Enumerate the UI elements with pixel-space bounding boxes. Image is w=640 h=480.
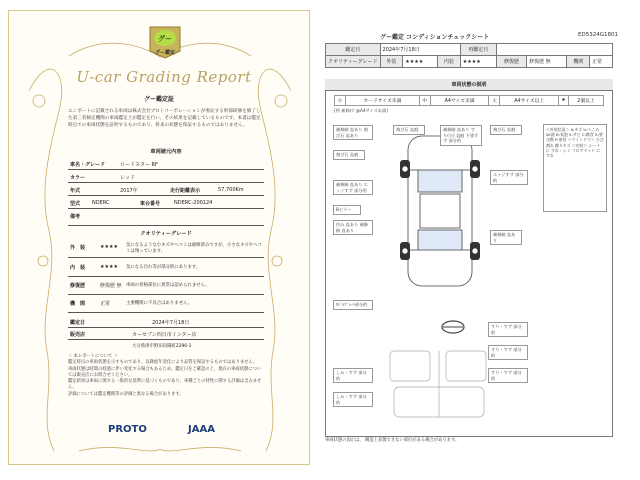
interior-stars: ★★★★ xyxy=(100,264,118,270)
size-cell: 中 xyxy=(419,96,430,106)
damage-note: 飛び石 直痕 xyxy=(490,125,522,135)
row-notes xyxy=(68,210,264,226)
size-cell: 小 xyxy=(335,96,346,106)
year-label: 年式 xyxy=(70,188,81,194)
exterior-stars: ★★★★ xyxy=(100,244,118,250)
certificate-subtitle: グー鑑定証 xyxy=(143,96,174,103)
size-note: [例 補修ｷｽﾞ@A4サイズ未満] xyxy=(334,108,388,113)
note-item: 車両状態は時間の経過に伴い変化する場合もあるため、鑑定日をご確認の上、現在の車両状態については販売店にお問合せください。 xyxy=(68,366,262,378)
color-value: レッド xyxy=(120,175,135,181)
year-value: 2017年 xyxy=(120,188,138,194)
badge-label: グー鑑定 xyxy=(154,50,175,56)
row-shop xyxy=(68,328,264,340)
header-row-date xyxy=(326,44,613,56)
cell-repair-label: 修復歴 xyxy=(496,56,526,68)
diagram-bottom-note: 車両状態の図示は、 構造上表現できない部位がある場合があります。 xyxy=(325,438,460,443)
model-value: NDERC xyxy=(92,200,110,206)
vehicle-notes-label: 備考 xyxy=(70,214,81,220)
quality-row-exterior xyxy=(68,241,264,258)
row-appraisal-date xyxy=(68,316,264,328)
size-cell: カードサイズ未満 xyxy=(346,96,420,106)
damage-note: すり・すず 部分的 xyxy=(488,322,528,337)
model-label: 型式 xyxy=(70,201,81,207)
damage-note: すり・すず 部分的 xyxy=(488,345,528,360)
damage-note: 飛び石 直痕 xyxy=(333,150,365,160)
damage-note: 補修跡 直あり すり(小) 直痕 下塗すず 部分的 xyxy=(440,125,482,146)
row-model-chassis xyxy=(68,197,264,209)
interior-label: 内 装 xyxy=(70,265,86,271)
vehicle-name-value: ロードスター RF xyxy=(120,162,158,168)
exterior-label: 外 装 xyxy=(70,245,86,251)
repair-comment: 車両の骨格部位に異常は認められません。 xyxy=(126,283,210,288)
jaaa-logo: JAAA xyxy=(188,424,215,435)
chassis-value: NDERC-200124 xyxy=(174,200,213,206)
cell-quality-label: クオリティーグレード xyxy=(326,56,381,68)
quality-row-repair xyxy=(68,279,264,295)
damage-note: 補修跡 直あり 飛び石 直あり xyxy=(333,125,373,140)
repair-value: 修復歴 無 xyxy=(100,283,122,289)
header-row-grades xyxy=(326,56,613,68)
size-cell: 2個以上 xyxy=(569,96,604,106)
damage-note: 補修跡 直あり エッジすず 部分的 xyxy=(333,180,373,195)
engine-label: 機 関 xyxy=(70,301,86,307)
cell-interior-label: 内装 xyxy=(438,56,461,68)
damage-note: 補修跡 直あり xyxy=(490,230,522,245)
damage-note: しみ・すず 部分的 xyxy=(333,368,373,383)
cell-engine-label: 機関 xyxy=(567,56,590,68)
damage-note: 飛び石 直痕 xyxy=(393,125,425,135)
legend-box: ＜外装状況＞ A:キズ U:へこみ W:波 B:気泡 S:サビ C:腐食 X:要交換 P:塗装 ＜ウインドウ＞ ひび割れ 擦りキズ ＜内装＞ シートに すれ・シミ フロアマット に すれ xyxy=(543,124,607,212)
engine-comment: 主要機関に不具合はありません。 xyxy=(126,301,193,306)
row-vehicle-name xyxy=(68,158,264,170)
cell-date-label: 鑑定日 xyxy=(326,44,381,56)
interior-comment: 気になる汚れ等が部分的にあります。 xyxy=(126,265,201,270)
size-cell: A4サイズ以上 xyxy=(500,96,559,106)
appraisal-date-label: 鑑定日 xyxy=(70,320,86,326)
size-cell: A4サイズ未満 xyxy=(430,96,489,106)
damage-note: ｻﾄﾞﾙﾌﾟﾚｰﾄ部分的 xyxy=(333,300,373,310)
steering-wheel-icon xyxy=(440,320,466,334)
cell-repair-value: 修復歴 無 xyxy=(527,56,567,68)
damage-note: Bピラー xyxy=(333,205,361,215)
repair-label: 修復歴 xyxy=(70,283,86,289)
shop-label: 販売店 xyxy=(70,332,86,338)
cell-exterior-label: 外装 xyxy=(380,56,403,68)
vehicle-section-title: 車両諸元内容 xyxy=(150,149,182,155)
cell-interior-stars: ★★★★ xyxy=(460,56,496,68)
note-item: 鑑定結果は車両に関する一般的な基準に基づくものであり、車種ごとの特性に関する評価は含みません。 xyxy=(68,379,262,391)
row-address xyxy=(68,340,264,352)
damage-note: エッジすず 部分的 xyxy=(490,170,528,185)
color-label: カラー xyxy=(70,175,86,181)
row-year-mileage xyxy=(68,184,264,196)
cell-redate-label: 再鑑定日 xyxy=(460,44,496,56)
mileage-label: 走行距離表示 xyxy=(170,188,201,194)
diagram-title: 車両状態の説明 xyxy=(325,79,613,91)
note-item: 評価については鑑定機関等の評価と異なる場合があります。 xyxy=(68,391,184,397)
damage-size-table xyxy=(334,95,604,106)
damage-note: 凹み 直あり 補修跡 直あり xyxy=(333,220,373,235)
cell-redate-value xyxy=(496,44,612,56)
damage-note: すり・すず 部分的 xyxy=(488,368,528,383)
cell-engine-value: 正常 xyxy=(590,56,613,68)
note-item: 鑑定時点の車両状態を示すものであり、以降経年変化により品質を保証するものではありません。 xyxy=(68,360,258,366)
logo-row xyxy=(108,424,258,438)
size-cell: 大 xyxy=(489,96,500,106)
sheet-title: グー鑑定 コンディションチェックシート xyxy=(380,34,490,41)
mileage-value: 57,700Km xyxy=(218,187,244,193)
notes-heading: ＜ 本レポートについて ＞ xyxy=(68,354,118,359)
certificate-title: U-car Grading Report xyxy=(76,68,252,86)
shop-address: 大分県津市野田向陽町2296-1 xyxy=(132,344,192,349)
shop-value: カーセブン四日市インター店 xyxy=(132,332,197,338)
chassis-label: 車台番号 xyxy=(140,201,161,207)
report-notes xyxy=(68,354,264,398)
svg-text:グー: グー xyxy=(158,35,172,43)
certificate-intro: エンポートに記載される車両は株式会社プロトコーポレーションが委託する幹部研修を修了した第三者検定機関の車両鑑定士が鑑定を行い、その結果を記載しているものです。本書は鑑定時点での車両状態を証明するものであり、将来の状態を保証するものではありません。 xyxy=(68,109,261,129)
cell-date-value: 2024年7月18日 xyxy=(380,44,460,56)
engine-value: 正常 xyxy=(100,301,111,307)
quality-row-engine xyxy=(68,297,264,313)
quality-row-interior xyxy=(68,261,264,277)
quality-section-title: クオリティーグレード xyxy=(140,231,192,237)
interior-diagram xyxy=(380,345,498,425)
sheet-code: ED5324G1801 xyxy=(578,32,618,38)
damage-note: しみ・すず 部分的 xyxy=(333,392,373,407)
vehicle-name-label: 車名・グレード xyxy=(70,162,106,168)
proto-logo: PROTO xyxy=(108,424,147,435)
car-top-view-diagram xyxy=(380,130,500,295)
appraisal-date-value: 2024年7月18日 xyxy=(152,320,190,326)
exterior-comment: 気になるような小キズやヘコミは補修済みですが、小さなキズやヘコミは残っています。 xyxy=(126,243,262,254)
cell-exterior-stars: ★★★★ xyxy=(403,56,438,68)
row-color xyxy=(68,171,264,183)
sheet-header-table xyxy=(325,43,613,68)
size-cell: ★ xyxy=(558,96,568,106)
